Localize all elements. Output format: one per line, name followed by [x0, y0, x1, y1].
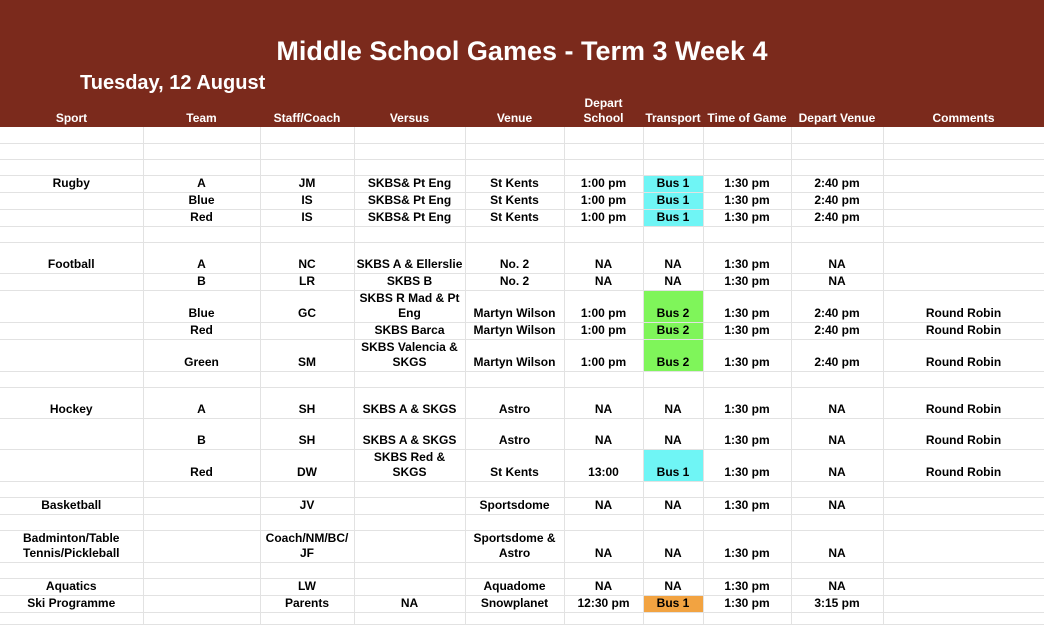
- table-row: [0, 578, 1044, 595]
- column-header-row: [0, 96, 1044, 127]
- transport-cell: Bus 1: [643, 595, 703, 612]
- venue-cell: Martyn Wilson: [465, 339, 564, 371]
- transport-cell: Bus 2: [643, 322, 703, 339]
- col-header-time-of-game: Time of Game: [707, 111, 787, 125]
- depart-school-cell: NA: [564, 530, 643, 562]
- team-cell: [143, 578, 260, 595]
- versus-cell: SKBS Red & SKGS: [354, 449, 465, 481]
- team-cell: Blue: [143, 290, 260, 322]
- venue-cell: No. 2: [465, 273, 564, 290]
- spacer-row: [0, 143, 1044, 159]
- col-header-depart-school: Depart School: [583, 96, 624, 125]
- depart-school-cell: 1:00 pm: [564, 290, 643, 322]
- spacer-row: [0, 159, 1044, 175]
- col-header-transport: Transport: [645, 111, 701, 125]
- staff-cell: [260, 322, 354, 339]
- comments-cell: [883, 242, 1044, 273]
- staff-cell: LR: [260, 273, 354, 290]
- depart-school-cell: NA: [564, 578, 643, 595]
- time-cell: 1:30 pm: [703, 530, 791, 562]
- staff-cell: SH: [260, 387, 354, 418]
- depart-school-cell: 1:00 pm: [564, 339, 643, 371]
- sport-basketball: Basketball: [0, 497, 143, 514]
- staff-cell: NC: [260, 242, 354, 273]
- transport-cell: Bus 1: [643, 449, 703, 481]
- table-row: [0, 273, 1044, 290]
- depart-venue-cell: 2:40 pm: [791, 175, 883, 192]
- depart-venue-cell: NA: [791, 418, 883, 449]
- spacer-row: [0, 127, 1044, 143]
- depart-school-cell: NA: [564, 242, 643, 273]
- depart-venue-cell: 2:40 pm: [791, 322, 883, 339]
- table-row: [0, 175, 1044, 192]
- depart-school-cell: 12:30 pm: [564, 595, 643, 612]
- sport-ski: Ski Programme: [0, 595, 143, 612]
- versus-cell: SKBS Barca: [354, 322, 465, 339]
- staff-cell: DW: [260, 449, 354, 481]
- versus-cell: SKBS R Mad & Pt Eng: [354, 290, 465, 322]
- depart-venue-cell: NA: [791, 273, 883, 290]
- col-header-venue: Venue: [496, 111, 533, 125]
- staff-cell: LW: [260, 578, 354, 595]
- spacer-row: [0, 371, 1044, 387]
- transport-cell: NA: [643, 418, 703, 449]
- time-cell: 1:30 pm: [703, 273, 791, 290]
- table-row: [0, 449, 1044, 481]
- venue-cell: No. 2: [465, 242, 564, 273]
- depart-venue-cell: NA: [791, 242, 883, 273]
- depart-school-cell: NA: [564, 418, 643, 449]
- time-cell: 1:30 pm: [703, 497, 791, 514]
- transport-cell: Bus 1: [643, 192, 703, 209]
- depart-venue-cell: 2:40 pm: [791, 339, 883, 371]
- team-cell: A: [143, 175, 260, 192]
- col-header-versus: Versus: [389, 111, 430, 125]
- staff-cell: Coach/NM/BC/ JF: [260, 530, 354, 562]
- depart-venue-cell: NA: [791, 387, 883, 418]
- sport-football: Football: [0, 242, 143, 273]
- time-cell: 1:30 pm: [703, 290, 791, 322]
- time-cell: 1:30 pm: [703, 418, 791, 449]
- table-row: [0, 418, 1044, 449]
- comments-cell: [883, 273, 1044, 290]
- comments-cell: [883, 497, 1044, 514]
- transport-cell: NA: [643, 387, 703, 418]
- team-cell: [143, 497, 260, 514]
- comments-cell: Round Robin: [883, 449, 1044, 481]
- comments-cell: [883, 530, 1044, 562]
- staff-cell: Parents: [260, 595, 354, 612]
- transport-cell: Bus 1: [643, 209, 703, 226]
- transport-cell: NA: [643, 530, 703, 562]
- comments-cell: Round Robin: [883, 339, 1044, 371]
- venue-cell: Sportsdome & Astro: [465, 530, 564, 562]
- spacer-row: [0, 562, 1044, 578]
- venue-cell: St Kents: [465, 449, 564, 481]
- comments-cell: Round Robin: [883, 418, 1044, 449]
- versus-cell: [354, 578, 465, 595]
- team-cell: [143, 530, 260, 562]
- venue-cell: Astro: [465, 418, 564, 449]
- spacer-row: [0, 226, 1044, 242]
- versus-cell: [354, 530, 465, 562]
- comments-cell: [883, 175, 1044, 192]
- time-cell: 1:30 pm: [703, 339, 791, 371]
- team-cell: B: [143, 273, 260, 290]
- versus-cell: SKBS& Pt Eng: [354, 175, 465, 192]
- depart-venue-cell: NA: [791, 449, 883, 481]
- venue-cell: Sportsdome: [465, 497, 564, 514]
- transport-cell: NA: [643, 578, 703, 595]
- depart-venue-cell: 2:40 pm: [791, 192, 883, 209]
- versus-cell: SKBS& Pt Eng: [354, 209, 465, 226]
- versus-cell: SKBS A & Ellerslie: [354, 242, 465, 273]
- time-cell: 1:30 pm: [703, 595, 791, 612]
- depart-venue-cell: NA: [791, 530, 883, 562]
- team-cell: Red: [143, 449, 260, 481]
- time-cell: 1:30 pm: [703, 242, 791, 273]
- team-cell: [143, 595, 260, 612]
- table-row: [0, 595, 1044, 612]
- sport-rugby: Rugby: [0, 175, 143, 192]
- team-cell: Blue: [143, 192, 260, 209]
- team-cell: A: [143, 387, 260, 418]
- depart-school-cell: 1:00 pm: [564, 209, 643, 226]
- staff-cell: SH: [260, 418, 354, 449]
- spacer-row: [0, 612, 1044, 624]
- team-cell: B: [143, 418, 260, 449]
- transport-cell: NA: [643, 273, 703, 290]
- depart-venue-cell: 2:40 pm: [791, 290, 883, 322]
- games-table: [0, 96, 1044, 625]
- versus-cell: SKBS& Pt Eng: [354, 192, 465, 209]
- versus-cell: [354, 497, 465, 514]
- col-header-depart-venue: Depart Venue: [798, 111, 876, 125]
- col-header-team: Team: [186, 111, 217, 125]
- staff-cell: JM: [260, 175, 354, 192]
- depart-school-cell: 1:00 pm: [564, 192, 643, 209]
- depart-school-cell: 1:00 pm: [564, 175, 643, 192]
- team-cell: Red: [143, 322, 260, 339]
- transport-cell: NA: [643, 242, 703, 273]
- table-row: [0, 192, 1044, 209]
- page-date: Tuesday, 12 August: [80, 72, 266, 94]
- versus-cell: SKBS B: [354, 273, 465, 290]
- transport-cell: Bus 2: [643, 339, 703, 371]
- staff-cell: JV: [260, 497, 354, 514]
- comments-cell: Round Robin: [883, 322, 1044, 339]
- depart-venue-cell: 2:40 pm: [791, 209, 883, 226]
- venue-cell: Aquadome: [465, 578, 564, 595]
- col-header-staff: Staff/Coach: [273, 111, 341, 125]
- comments-cell: [883, 192, 1044, 209]
- depart-school-cell: 13:00: [564, 449, 643, 481]
- depart-school-cell: NA: [564, 387, 643, 418]
- depart-venue-cell: NA: [791, 497, 883, 514]
- transport-cell: Bus 1: [643, 175, 703, 192]
- team-cell: Red: [143, 209, 260, 226]
- time-cell: 1:30 pm: [703, 449, 791, 481]
- comments-cell: Round Robin: [883, 290, 1044, 322]
- table-row: [0, 209, 1044, 226]
- staff-cell: GC: [260, 290, 354, 322]
- comments-cell: [883, 595, 1044, 612]
- venue-cell: Martyn Wilson: [465, 290, 564, 322]
- time-cell: 1:30 pm: [703, 209, 791, 226]
- venue-cell: Snowplanet: [465, 595, 564, 612]
- venue-cell: Martyn Wilson: [465, 322, 564, 339]
- spacer-row: [0, 481, 1044, 497]
- table-row: [0, 530, 1044, 562]
- spacer-row: [0, 514, 1044, 530]
- versus-cell: SKBS A & SKGS: [354, 418, 465, 449]
- table-row: [0, 387, 1044, 418]
- team-cell: Green: [143, 339, 260, 371]
- depart-venue-cell: 3:15 pm: [791, 595, 883, 612]
- table-row: [0, 322, 1044, 339]
- venue-cell: St Kents: [465, 192, 564, 209]
- comments-cell: [883, 578, 1044, 595]
- venue-cell: St Kents: [465, 175, 564, 192]
- team-cell: A: [143, 242, 260, 273]
- sport-badminton: Badminton/Table Tennis/Pickleball: [0, 530, 143, 562]
- page-title: Middle School Games - Term 3 Week 4: [276, 36, 768, 66]
- staff-cell: IS: [260, 192, 354, 209]
- time-cell: 1:30 pm: [703, 175, 791, 192]
- transport-cell: NA: [643, 497, 703, 514]
- time-cell: 1:30 pm: [703, 387, 791, 418]
- venue-cell: St Kents: [465, 209, 564, 226]
- comments-cell: Round Robin: [883, 387, 1044, 418]
- sport-hockey: Hockey: [0, 387, 143, 418]
- staff-cell: IS: [260, 209, 354, 226]
- table-row: [0, 290, 1044, 322]
- table-row: [0, 497, 1044, 514]
- depart-school-cell: 1:00 pm: [564, 322, 643, 339]
- venue-cell: Astro: [465, 387, 564, 418]
- col-header-comments: Comments: [932, 111, 995, 125]
- versus-cell: SKBS Valencia & SKGS: [354, 339, 465, 371]
- time-cell: 1:30 pm: [703, 578, 791, 595]
- transport-cell: Bus 2: [643, 290, 703, 322]
- comments-cell: [883, 209, 1044, 226]
- versus-cell: SKBS A & SKGS: [354, 387, 465, 418]
- time-cell: 1:30 pm: [703, 322, 791, 339]
- time-cell: 1:30 pm: [703, 192, 791, 209]
- depart-school-cell: NA: [564, 273, 643, 290]
- staff-cell: SM: [260, 339, 354, 371]
- versus-cell: NA: [354, 595, 465, 612]
- sport-aquatics: Aquatics: [0, 578, 143, 595]
- table-row: [0, 339, 1044, 371]
- col-header-sport: Sport: [55, 111, 88, 125]
- depart-venue-cell: NA: [791, 578, 883, 595]
- table-row: [0, 242, 1044, 273]
- depart-school-cell: NA: [564, 497, 643, 514]
